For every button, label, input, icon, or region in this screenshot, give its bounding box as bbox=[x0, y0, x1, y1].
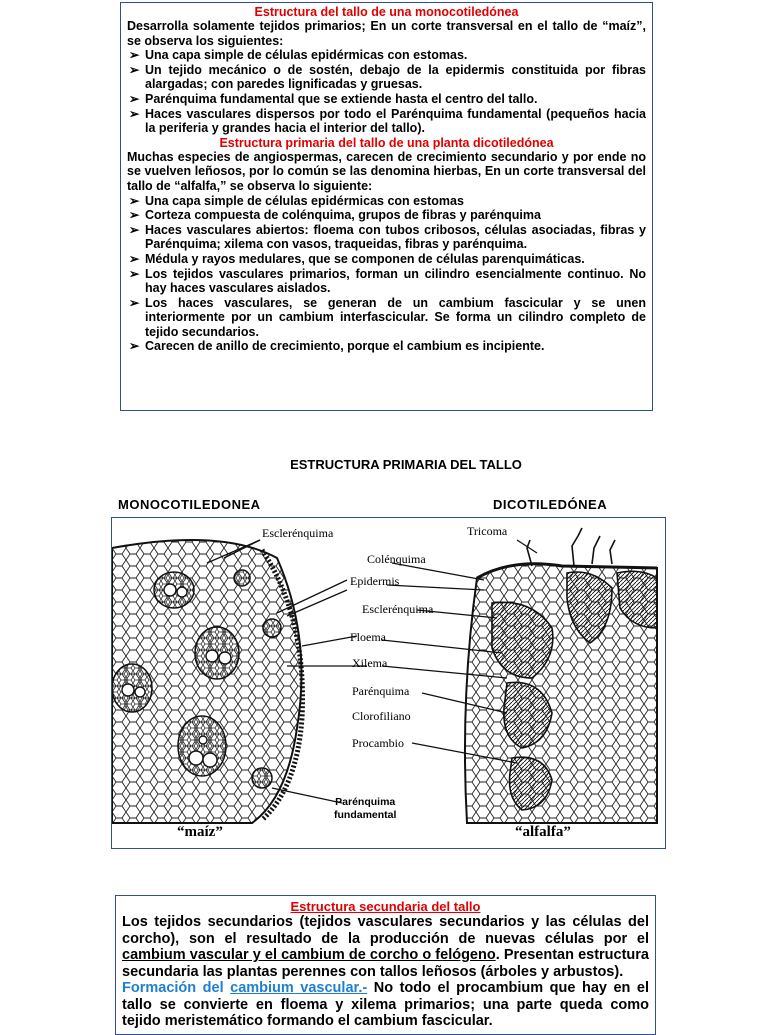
arrow-bullet-icon: ➢ bbox=[129, 295, 140, 310]
cambium-paragraph: Formación del cambium vascular.- No todo el procambium que hay en el tallo se convierte en floema y xilema primarios; una parte queda como tejido meristemático formando el cambium fascicular. bbox=[122, 980, 650, 1029]
arrow-bullet-icon: ➢ bbox=[129, 91, 140, 106]
monocot-title: Estructura del tallo de una monocotiledónea bbox=[254, 5, 519, 19]
label-xilema: Xilema bbox=[352, 656, 388, 670]
label-parenquima: Parénquima bbox=[352, 684, 410, 698]
list-item: ➢ Haces vasculares dispersos por todo el Parénquima fundamental (pequeños hacia la periferia y grandes hacia el interior del tallo). bbox=[129, 106, 646, 136]
secondary-paragraph: Los tejidos secundarios (tejidos vasculares secundarios y las células del corcho), son el resultado de la producción de nuevas células por el cambium vascular y el cambium de corcho o felógeno. Presentan estructura secundaria las plantas perennes con tallos leñosos (árboles y arbustos). bbox=[122, 914, 649, 980]
label-procambio: Procambio bbox=[352, 736, 404, 750]
label-esclerenquima-top: Esclerénquima bbox=[262, 526, 334, 540]
arrow-bullet-icon: ➢ bbox=[129, 48, 140, 63]
list-item: ➢ Una capa simple de células epidérmicas con estomas bbox=[129, 193, 464, 208]
primary-structure-textbox bbox=[120, 2, 653, 411]
label-parenquima-fundamental: Parénquima fundamental bbox=[334, 796, 397, 821]
secondary-structure-textbox bbox=[115, 895, 656, 1035]
dicot-intro: Muchas especies de angiospermas, carecen de crecimiento secundario y por ende no se vuelven leñosos, por lo común se las denomina hierbas, En un corte transversal del tallo de “alfalfa,” se observa lo siguiente: bbox=[127, 149, 646, 193]
list-item: ➢ Carecen de anillo de crecimiento, porque el cambium es incipiente. bbox=[129, 339, 545, 354]
maize-section-drawing bbox=[112, 540, 303, 823]
list-item: ➢ Parénquima fundamental que se extiende hasta el centro del tallo. bbox=[129, 91, 538, 106]
arrow-bullet-icon: ➢ bbox=[129, 222, 140, 237]
monocot-list bbox=[127, 48, 646, 136]
list-item: ➢ Un tejido mecánico o de sostén, debajo de la epidermis constituida por fibras alargadas; con paredes lignificadas y gruesas. bbox=[129, 62, 646, 92]
arrow-bullet-icon: ➢ bbox=[129, 193, 140, 208]
secondary-title: Estructura secundaria del tallo bbox=[290, 899, 481, 914]
list-item: ➢ Una capa simple de células epidérmicas con estomas. bbox=[129, 48, 468, 63]
dicot-label: DICOTILEDÓNEA bbox=[493, 497, 608, 512]
monocot-intro: Desarrolla solamente tejidos primarios; En un corte transversal en el tallo de “maíz”, se observa los siguientes: bbox=[127, 19, 646, 48]
arrow-bullet-icon: ➢ bbox=[129, 106, 140, 121]
arrow-bullet-icon: ➢ bbox=[129, 62, 140, 77]
label-colenquima: Colénquima bbox=[367, 552, 426, 566]
list-item: ➢ Los tejidos vasculares primarios, forman un cilindro esencialmente continuo. No hay haces vasculares aislados. bbox=[129, 266, 646, 296]
dicot-title: Estructura primaria del tallo de una planta dicotiledónea bbox=[219, 135, 554, 150]
list-item: ➢ Médula y rayos medulares, que se componen de células parenquimáticas. bbox=[129, 251, 585, 266]
arrow-bullet-icon: ➢ bbox=[129, 208, 140, 223]
label-tricoma: Tricoma bbox=[467, 524, 508, 538]
alfalfa-section-drawing bbox=[465, 528, 657, 823]
monocot-label: MONOCOTILEDONEA bbox=[118, 497, 261, 512]
section-title: ESTRUCTURA PRIMARIA DEL TALLO bbox=[290, 457, 522, 472]
label-esclerenquima-mid: Esclerénquima bbox=[362, 602, 434, 616]
arrow-bullet-icon: ➢ bbox=[129, 251, 140, 266]
stem-cross-section-figure bbox=[111, 517, 666, 849]
list-item: ➢ Los haces vasculares, se generan de un cambium fascicular y se unen interiormente por un cambium interfascicular. Se forma un cilindro completo de tejido secundarios. bbox=[129, 295, 646, 339]
label-clorofiliano: Clorofiliano bbox=[352, 709, 411, 723]
caption-alfalfa: “alfalfa” bbox=[515, 824, 571, 840]
dicot-list bbox=[127, 194, 646, 355]
arrow-bullet-icon: ➢ bbox=[129, 339, 140, 354]
list-item: ➢ Corteza compuesta de colénquima, grupos de fibras y parénquima bbox=[129, 208, 541, 223]
caption-maiz: “maíz” bbox=[177, 824, 223, 840]
label-epidermis: Epidermis bbox=[350, 574, 400, 588]
label-floema: Floema bbox=[350, 630, 386, 644]
arrow-bullet-icon: ➢ bbox=[129, 266, 140, 281]
list-item: ➢ Haces vasculares abiertos: floema con tubos cribosos, células asociadas, fibras y Parénquima; xilema con vasos, traqueidas, fibras y parénquima. bbox=[129, 222, 646, 252]
